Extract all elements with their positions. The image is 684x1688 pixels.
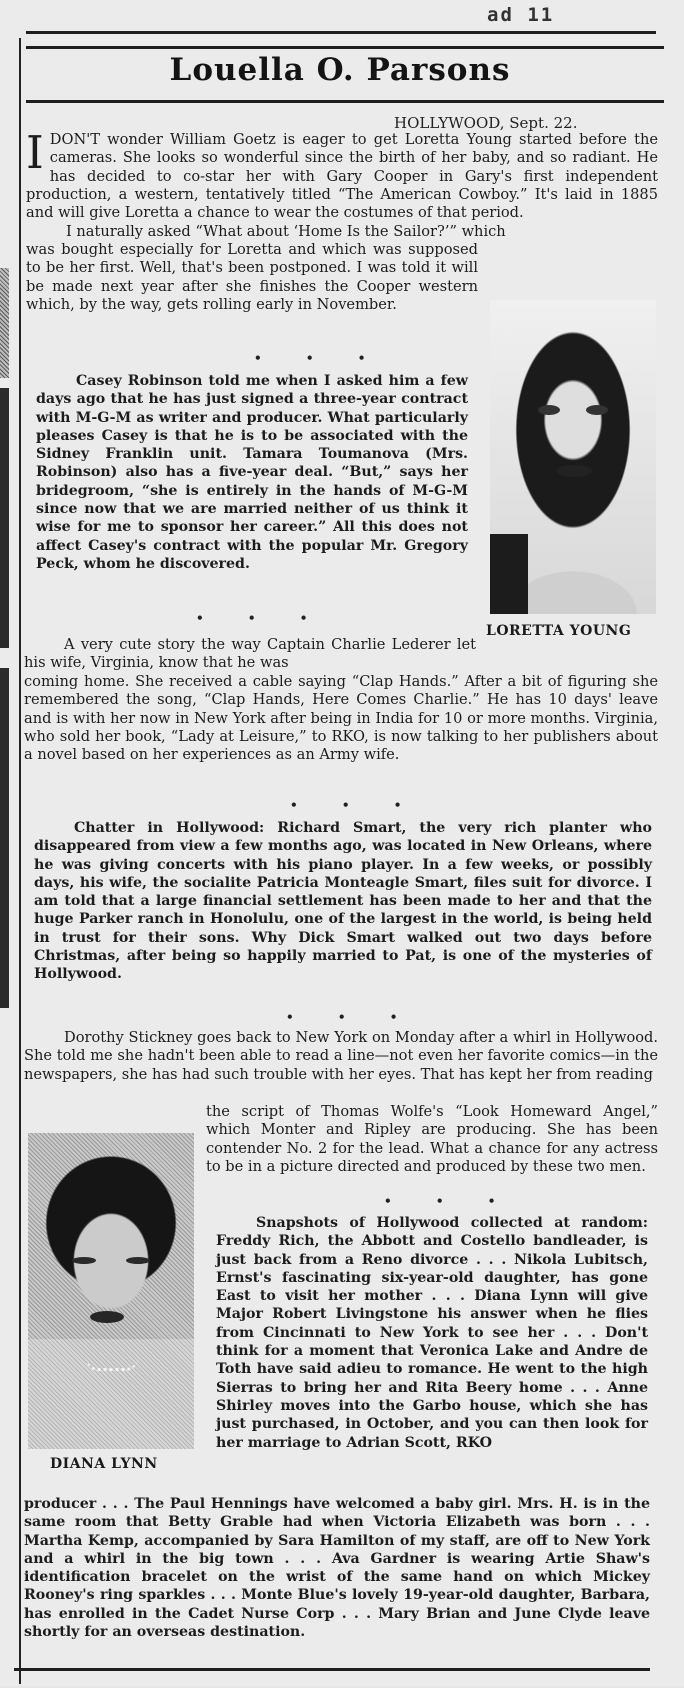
column-rule: [19, 38, 21, 1684]
masthead-rule-top: [26, 46, 664, 49]
article-paragraph: [24, 636, 476, 673]
article-paragraph-continued: [206, 1103, 658, 1176]
section-separator: • • •: [196, 611, 328, 625]
paragraph-text: Chatter in Hollywood: Richard Smart, the very rich planter who disappeared from view a few months ago, was located in New Orleans, where he was giving concerts with his piano player. In a few weeks, or possibly days, his wife, the socialite Patricia Monteagle Smart, files suit for divorce. I am told that a large financial settlement has been made to her and that the huge Parker ranch in Honolulu, one of the largest in the world, is being held in trust for their sons. Why Dick Smart walked out two days before Christmas, after being so happily married to Pat, is one of the mysteries of Hollywood.: [34, 820, 652, 983]
column-masthead: Louella O. Parsons: [169, 52, 511, 88]
article-paragraph: [26, 126, 658, 222]
paragraph-text: I naturally asked “What about ‘Home Is the Sailor?’” which: [66, 223, 506, 240]
paragraph-text: producer . . . The Paul Hennings have welcomed a baby girl. Mrs. H. is in the same room that Betty Grable had when Victoria Elizabeth was born . . . Martha Kemp, accompanied by Sara Hamilton of my staff, are off to New York and a whirl in the big town . . . Ava Gardner is wearing Artie Shaw's identification bracelet on the wrist of the same hand on which Mickey Rooney's ring sparkles . . . Monte Blue's lovely 19-year-old daughter, Barbara, has enrolled in the Cadet Nurse Corp . . . Mary Brian and June Clyde leave shortly for an overseas destination.: [24, 1496, 650, 1641]
article-paragraph-continued: [24, 673, 658, 764]
loretta-young-photo: [490, 300, 656, 614]
paragraph-text: Casey Robinson told me when I asked him a few days ago that he has just signed a three-year contract with M-G-M as writer and producer. What particularly pleases Casey is that he is to be associated with the Sidney Franklin unit. Tamara Toumanova (Mrs. Robinson) also has a five-year deal. “But,” says her bridegroom, “she is entirely in the hands of M-G-M since now that we are married neither of us think it wise for me to sponsor her career.” All this does not affect Casey's contract with the popular Mr. Gregory Peck, whom he discovered.: [36, 373, 468, 572]
article-paragraph: [26, 223, 658, 241]
article-paragraph: [34, 819, 652, 984]
masthead-rule-bottom: [26, 100, 664, 103]
paragraph-text: coming home. She received a cable saying “Clap Hands.” After a bit of figuring she remembered the song, “Clap Hands, Here Comes Charlie.” He has 10 days' leave and is with her now in New York after being in India for 10 or more months. Virginia, who sold her book, “Lady at Leisure,” to RKO, is now talking to her publishers about a novel based on her experiences as an Army wife.: [24, 673, 658, 764]
bottom-rule: [14, 1668, 650, 1671]
paragraph-text: DON'T wonder William Goetz is eager to get Loretta Young started before the cameras. She looks so wonderful since the birth of her baby, and so radiant. He has decided to co-star her with Gary Cooper in Gary's first independent production, a western, tentatively titled “The American Cowboy.” It's laid in 1885 and will give Loretta a chance to wear the costumes of that period.: [26, 131, 658, 222]
drop-cap: I: [26, 126, 44, 179]
paragraph-text: A very cute story the way Captain Charlie Lederer let his wife, Virginia, know that he was: [24, 636, 476, 672]
photo-caption: DIANA LYNN: [50, 1456, 158, 1472]
page-folio: ad 11: [487, 4, 555, 26]
diana-lynn-photo: [28, 1133, 194, 1449]
paragraph-text: Dorothy Stickney goes back to New York on Monday after a whirl in Hollywood. She told me she hadn't been able to read a line—not even her favorite comics—in the newspapers, she has had such trouble with her eyes. That has kept her from reading: [24, 1029, 658, 1083]
section-separator: • • •: [254, 351, 386, 365]
top-rule: [26, 31, 656, 34]
dateline: HOLLYWOOD, Sept. 22.: [394, 114, 578, 132]
photo-caption: LORETTA YOUNG: [486, 623, 632, 639]
section-separator: • • •: [286, 1010, 418, 1024]
paragraph-text: Snapshots of Hollywood collected at random: Freddy Rich, the Abbott and Costello bandleader, is just back from a Reno divorce . . . Nikola Lubitsch, Ernst's fascinating six-year-old daughter, has gone East to visit her mother . . . Diana Lynn will give Major Robert Livingstone his answer when he flies from Cincinnati to New York to see her . . . Don't think for a moment that Veronica Lake and Andre de Toth have said adieu to romance. He went to the high Sierras to bring her and Rita Beery home . . . Anne Shirley moves into the Garbo house, which she has just purchased, in October, and you can then look for her marriage to Adrian Scott, RKO: [216, 1215, 648, 1451]
section-separator: • • •: [384, 1194, 516, 1208]
article-paragraph-continued: [24, 1495, 650, 1641]
article-paragraph-continued: [26, 241, 478, 314]
paragraph-text: was bought especially for Loretta and which was supposed to be her first. Well, that's been postponed. I was told it will be made next year after she finishes the Cooper western which, by the way, gets rolling early in November.: [26, 241, 478, 313]
section-separator: • • •: [290, 798, 422, 812]
neighbor-column-edge: [0, 28, 12, 1688]
article-paragraph: [216, 1214, 648, 1452]
article-paragraph: [36, 372, 468, 573]
article-paragraph: [24, 1029, 658, 1084]
paragraph-text: the script of Thomas Wolfe's “Look Homeward Angel,” which Monter and Ripley are producing. She has been contender No. 2 for the lead. What a chance for any actress to be in a picture directed and produced by these two men.: [206, 1103, 658, 1175]
